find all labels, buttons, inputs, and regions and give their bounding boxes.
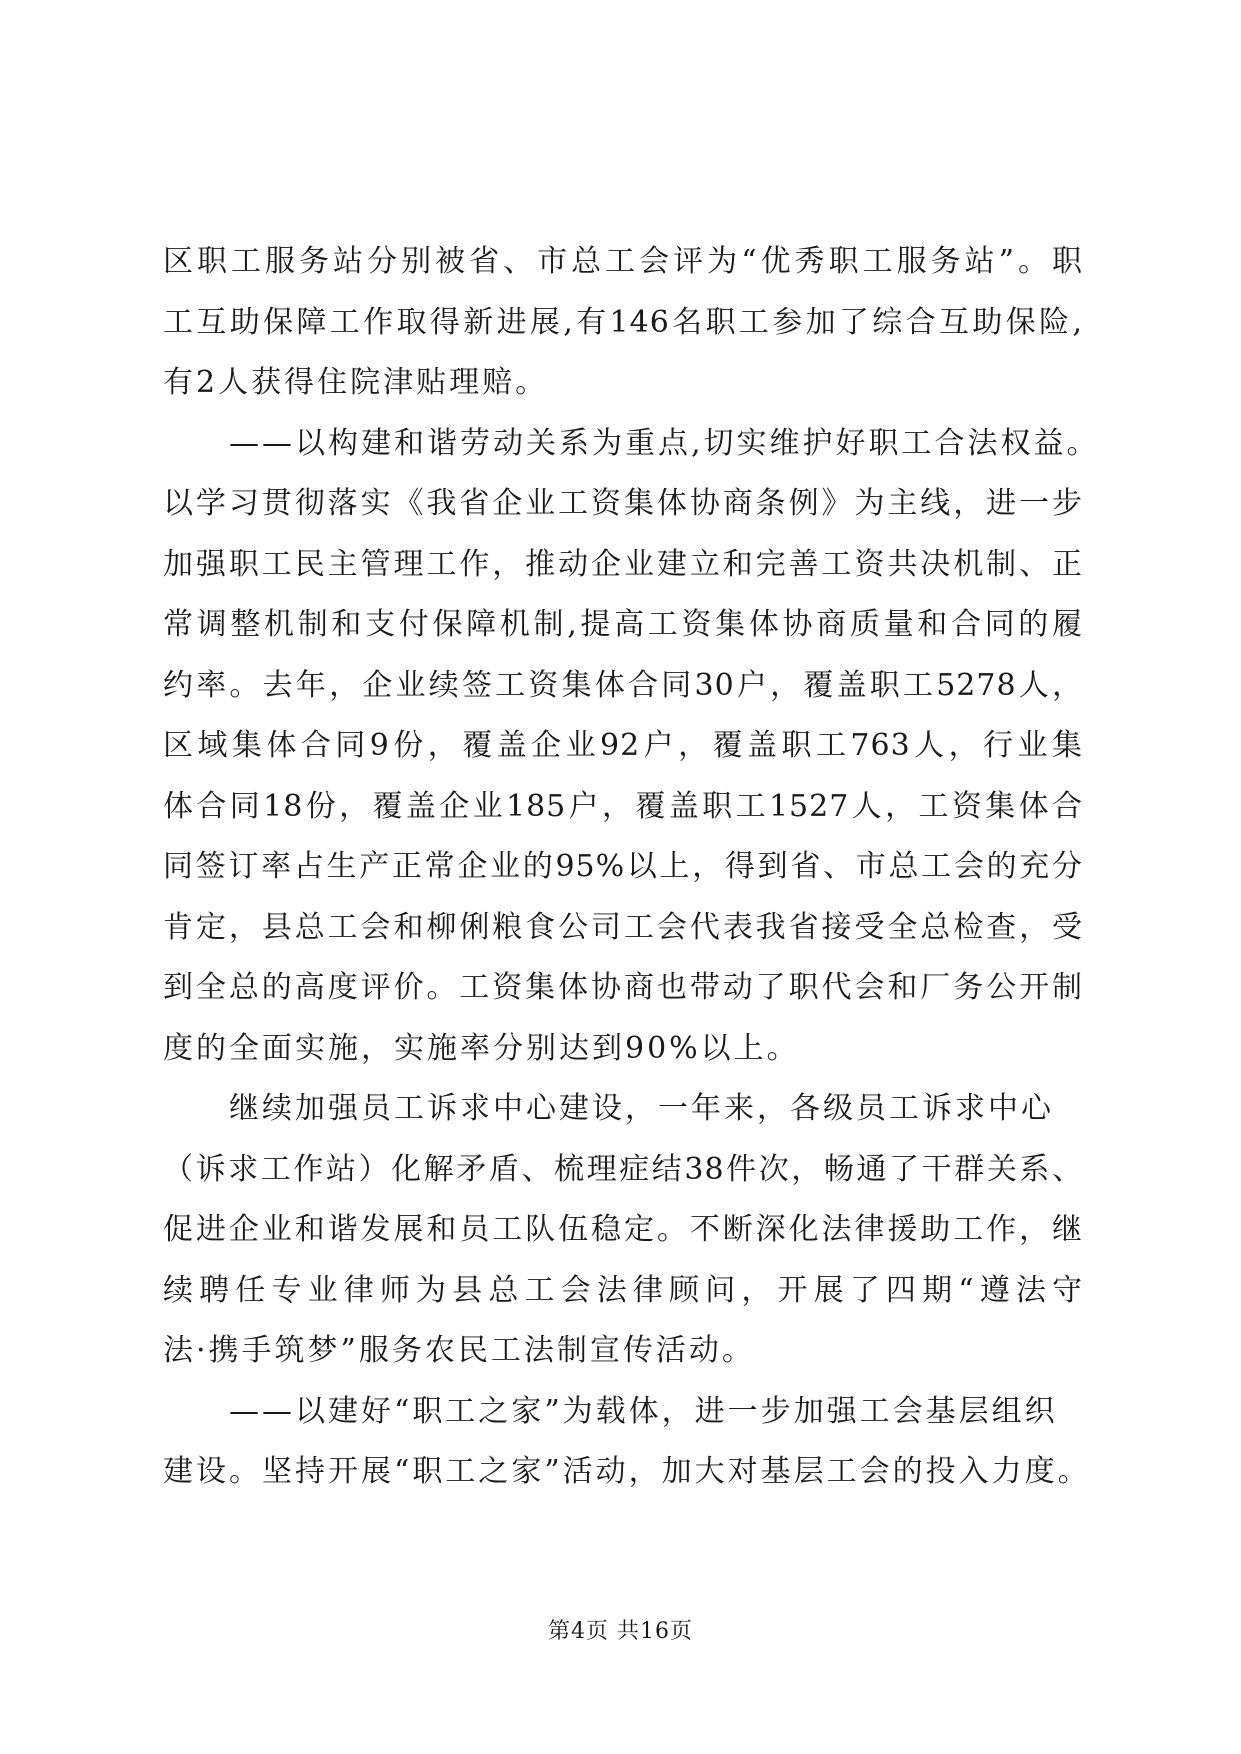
text-line: 加强职工民主管理工作，推动企业建立和完善工资共决机制、正 bbox=[163, 546, 1083, 582]
text-line: 有2人获得住院津贴理赔。 bbox=[163, 365, 549, 400]
section-heading-line: ——以构建和谐劳动关系为重点,切实维护好职工合法权益。 bbox=[229, 425, 1100, 461]
text-line: 续聘任专业律师为县总工会法律顾问，开展了四期“遵法守 bbox=[163, 1272, 1083, 1308]
text-line: 以学习贯彻落实《我省企业工资集体协商条例》为主线，进一步 bbox=[163, 486, 1083, 521]
text-line: 促进企业和谐发展和员工队伍稳定。不断深化法律援助工作，继 bbox=[163, 1212, 1083, 1247]
section-heading-line: ——以建好“职工之家”为载体，进一步加强工会基层组织 bbox=[229, 1393, 1058, 1429]
text-line: 常调整机制和支付保障机制,提高工资集体协商质量和合同的履 bbox=[163, 607, 1083, 642]
text-line: 到全总的高度评价。工资集体协商也带动了职代会和厂务公开制 bbox=[163, 970, 1083, 1005]
text-line: 建设。坚持开展“职工之家”活动，加大对基层工会的投入力度。 bbox=[163, 1454, 1091, 1489]
paragraph-start-line: 继续加强员工诉求中心建设，一年来，各级员工诉求中心 bbox=[229, 1091, 1054, 1126]
page-footer: 第4页 共16页 bbox=[548, 1619, 693, 1644]
text-line: 约率。去年，企业续签工资集体合同30户，覆盖职工5278人， bbox=[163, 667, 1083, 703]
text-line: 区域集体合同9份，覆盖企业92户，覆盖职工763人，行业集 bbox=[163, 728, 1083, 763]
text-line: 体合同18份，覆盖企业185户，覆盖职工1527人，工资集体合 bbox=[163, 788, 1083, 824]
document-body bbox=[163, 232, 1100, 1503]
text-line: 区职工服务站分别被省、市总工会评为“优秀职工服务站”。职 bbox=[163, 244, 1083, 279]
text-line: 同签订率占生产正常企业的95%以上，得到省、市总工会的充分 bbox=[163, 849, 1083, 884]
text-line: 度的全面实施，实施率分别达到90%以上。 bbox=[163, 1030, 800, 1066]
text-line: 工互助保障工作取得新进展,有146名职工参加了综合互助保险, bbox=[163, 304, 1083, 340]
text-line: （诉求工作站）化解矛盾、梳理症结38件次，畅通了干群关系、 bbox=[163, 1151, 1083, 1187]
text-line: 肯定，县总工会和柳俐粮食公司工会代表我省接受全总检查，受 bbox=[163, 909, 1083, 945]
text-line: 法·携手筑梦”服务农民工法制宣传活动。 bbox=[163, 1333, 755, 1368]
